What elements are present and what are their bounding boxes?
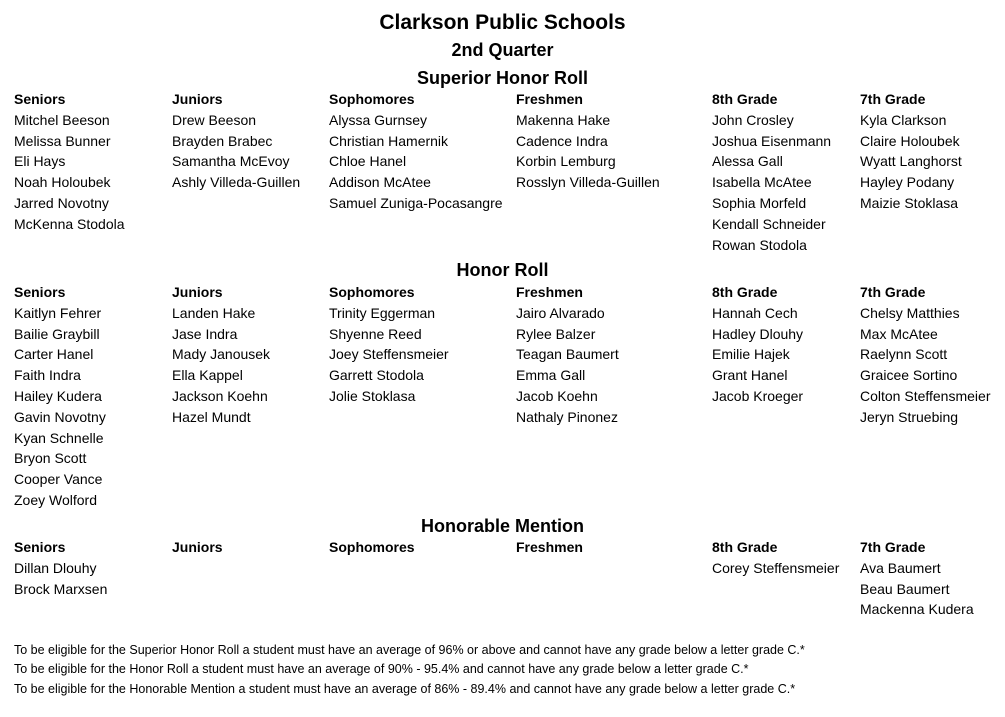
grade-column-header: Sophomores (329, 284, 415, 300)
grade-column (172, 282, 270, 428)
student-name: Corey Steffensmeier (712, 559, 840, 576)
student-name: Addison McAtee (329, 174, 431, 191)
student-name: Samantha McEvoy (172, 153, 290, 170)
student-name: Hailey Kudera (14, 387, 102, 404)
grade-column (516, 537, 583, 558)
student-name: Mitchel Beeson (14, 111, 110, 128)
grade-column (860, 537, 974, 620)
student-name: Landen Hake (172, 304, 256, 321)
grade-column-header: Sophomores (329, 539, 415, 555)
grade-column-header: 8th Grade (712, 91, 778, 107)
student-name: Jacob Kroeger (712, 387, 804, 404)
grade-column-header: Seniors (14, 284, 66, 300)
student-name: Emilie Hajek (712, 346, 790, 363)
grade-column (329, 537, 415, 558)
student-name: Korbin Lemburg (516, 153, 616, 170)
grade-column-header: Sophomores (329, 91, 415, 107)
student-name: Hadley Dlouhy (712, 325, 804, 342)
grade-column (14, 537, 107, 599)
grade-column-header: 8th Grade (712, 284, 778, 300)
student-name: Sophia Morfeld (712, 194, 807, 211)
student-name: Mady Janousek (172, 346, 271, 363)
grade-column (516, 89, 660, 193)
student-name: Trinity Eggerman (329, 304, 436, 321)
grade-column (172, 89, 300, 193)
student-name: Christian Hamernik (329, 132, 449, 149)
student-name: Gavin Novotny (14, 408, 106, 425)
student-name: Bailie Graybill (14, 325, 100, 342)
grade-column-header: Seniors (14, 539, 66, 555)
grade-column (712, 537, 839, 579)
student-name: Cadence Indra (516, 132, 608, 149)
eligibility-note: To be eligible for the Honor Roll a student must have an average of 90% - 95.4% and cannot have any grade below a letter grade C.* (14, 662, 749, 677)
grade-column (712, 89, 831, 255)
student-name: Rosslyn Villeda-Guillen (516, 174, 660, 191)
student-name: Ella Kappel (172, 367, 243, 384)
student-name: Carter Hanel (14, 346, 94, 363)
student-name: Chloe Hanel (329, 153, 407, 170)
grade-column (329, 282, 449, 407)
student-name: Colton Steffensmeier (860, 387, 991, 404)
student-name: Emma Gall (516, 367, 586, 384)
grade-column (712, 282, 803, 407)
grade-column-header: Freshmen (516, 539, 583, 555)
student-name: John Crosley (712, 111, 794, 128)
student-name: Mackenna Kudera (860, 601, 974, 618)
student-name: Rowan Stodola (712, 236, 807, 253)
grade-column (329, 89, 503, 214)
student-name: McKenna Stodola (14, 215, 125, 232)
student-name: Jarred Novotny (14, 194, 109, 211)
student-name: Samuel Zuniga-Pocasangre (329, 194, 503, 211)
student-name: Kaitlyn Fehrer (14, 304, 102, 321)
grade-column-header: 7th Grade (860, 539, 926, 555)
grade-column-header: Juniors (172, 284, 223, 300)
eligibility-note: To be eligible for the Honorable Mention a student must have an average of 86% - 89.4% and cannot have any grade below a letter grade C.* (14, 681, 796, 696)
student-name: Nathaly Pinonez (516, 408, 618, 425)
student-name: Beau Baumert (860, 580, 950, 597)
student-name: Joey Steffensmeier (329, 346, 449, 363)
student-name: Eli Hays (14, 153, 66, 170)
school-title: Clarkson Public Schools (379, 11, 626, 34)
student-name: Shyenne Reed (329, 325, 422, 342)
grade-column (516, 282, 619, 428)
student-name: Makenna Hake (516, 111, 611, 128)
student-name: Kendall Schneider (712, 215, 826, 232)
student-name: Ava Baumert (860, 559, 941, 576)
student-name: Rylee Balzer (516, 325, 596, 342)
student-name: Hazel Mundt (172, 408, 251, 425)
student-name: Hayley Podany (860, 174, 955, 191)
student-name: Dillan Dlouhy (14, 559, 97, 576)
student-name: Jackson Koehn (172, 387, 268, 404)
section-heading: Superior Honor Roll (417, 68, 588, 88)
student-name: Melissa Bunner (14, 132, 111, 149)
student-name: Cooper Vance (14, 471, 103, 488)
student-name: Grant Hanel (712, 367, 788, 384)
student-name: Brock Marxsen (14, 580, 108, 597)
student-name: Maizie Stoklasa (860, 194, 959, 211)
grade-column-header: Freshmen (516, 284, 583, 300)
grade-column (14, 89, 125, 235)
section-heading: Honor Roll (456, 260, 549, 280)
student-name: Jacob Koehn (516, 387, 598, 404)
student-name: Jase Indra (172, 325, 238, 342)
grade-column-header: Juniors (172, 539, 223, 555)
grade-column-header: Juniors (172, 91, 223, 107)
student-name: Jolie Stoklasa (329, 387, 416, 404)
student-name: Isabella McAtee (712, 174, 812, 191)
student-name: Brayden Brabec (172, 132, 273, 149)
student-name: Bryon Scott (14, 450, 87, 467)
section-heading: Honorable Mention (421, 516, 584, 536)
student-name: Alyssa Gurnsey (329, 111, 428, 128)
student-name: Teagan Baumert (516, 346, 619, 363)
student-name: Faith Indra (14, 367, 81, 384)
grade-column-header: 7th Grade (860, 91, 926, 107)
grade-column (860, 89, 962, 214)
student-name: Max McAtee (860, 325, 938, 342)
student-name: Hannah Cech (712, 304, 798, 321)
student-name: Kyan Schnelle (14, 429, 104, 446)
student-name: Jeryn Struebing (860, 408, 959, 425)
student-name: Ashly Villeda-Guillen (172, 174, 301, 191)
student-name: Raelynn Scott (860, 346, 948, 363)
quarter-title: 2nd Quarter (451, 40, 554, 60)
student-name: Zoey Wolford (14, 491, 97, 508)
student-name: Noah Holoubek (14, 174, 111, 191)
student-name: Kyla Clarkson (860, 111, 947, 128)
student-name: Jairo Alvarado (516, 304, 605, 321)
student-name: Chelsy Matthies (860, 304, 960, 321)
grade-column (172, 537, 223, 558)
student-name: Graicee Sortino (860, 367, 958, 384)
grade-column-header: Freshmen (516, 91, 583, 107)
eligibility-notes (14, 641, 805, 699)
student-name: Garrett Stodola (329, 367, 424, 384)
student-name: Alessa Gall (712, 153, 783, 170)
eligibility-note: To be eligible for the Superior Honor Roll a student must have an average of 96% or above and cannot have any grade below a letter grade C.* (14, 643, 805, 657)
student-name: Claire Holoubek (860, 132, 960, 149)
grade-column (14, 282, 106, 511)
student-name: Drew Beeson (172, 111, 257, 128)
grade-column (860, 282, 990, 428)
grade-column-header: Seniors (14, 91, 66, 107)
student-name: Wyatt Langhorst (860, 153, 962, 170)
grade-column-header: 7th Grade (860, 284, 926, 300)
student-name: Joshua Eisenmann (712, 132, 832, 149)
grade-column-header: 8th Grade (712, 539, 778, 555)
